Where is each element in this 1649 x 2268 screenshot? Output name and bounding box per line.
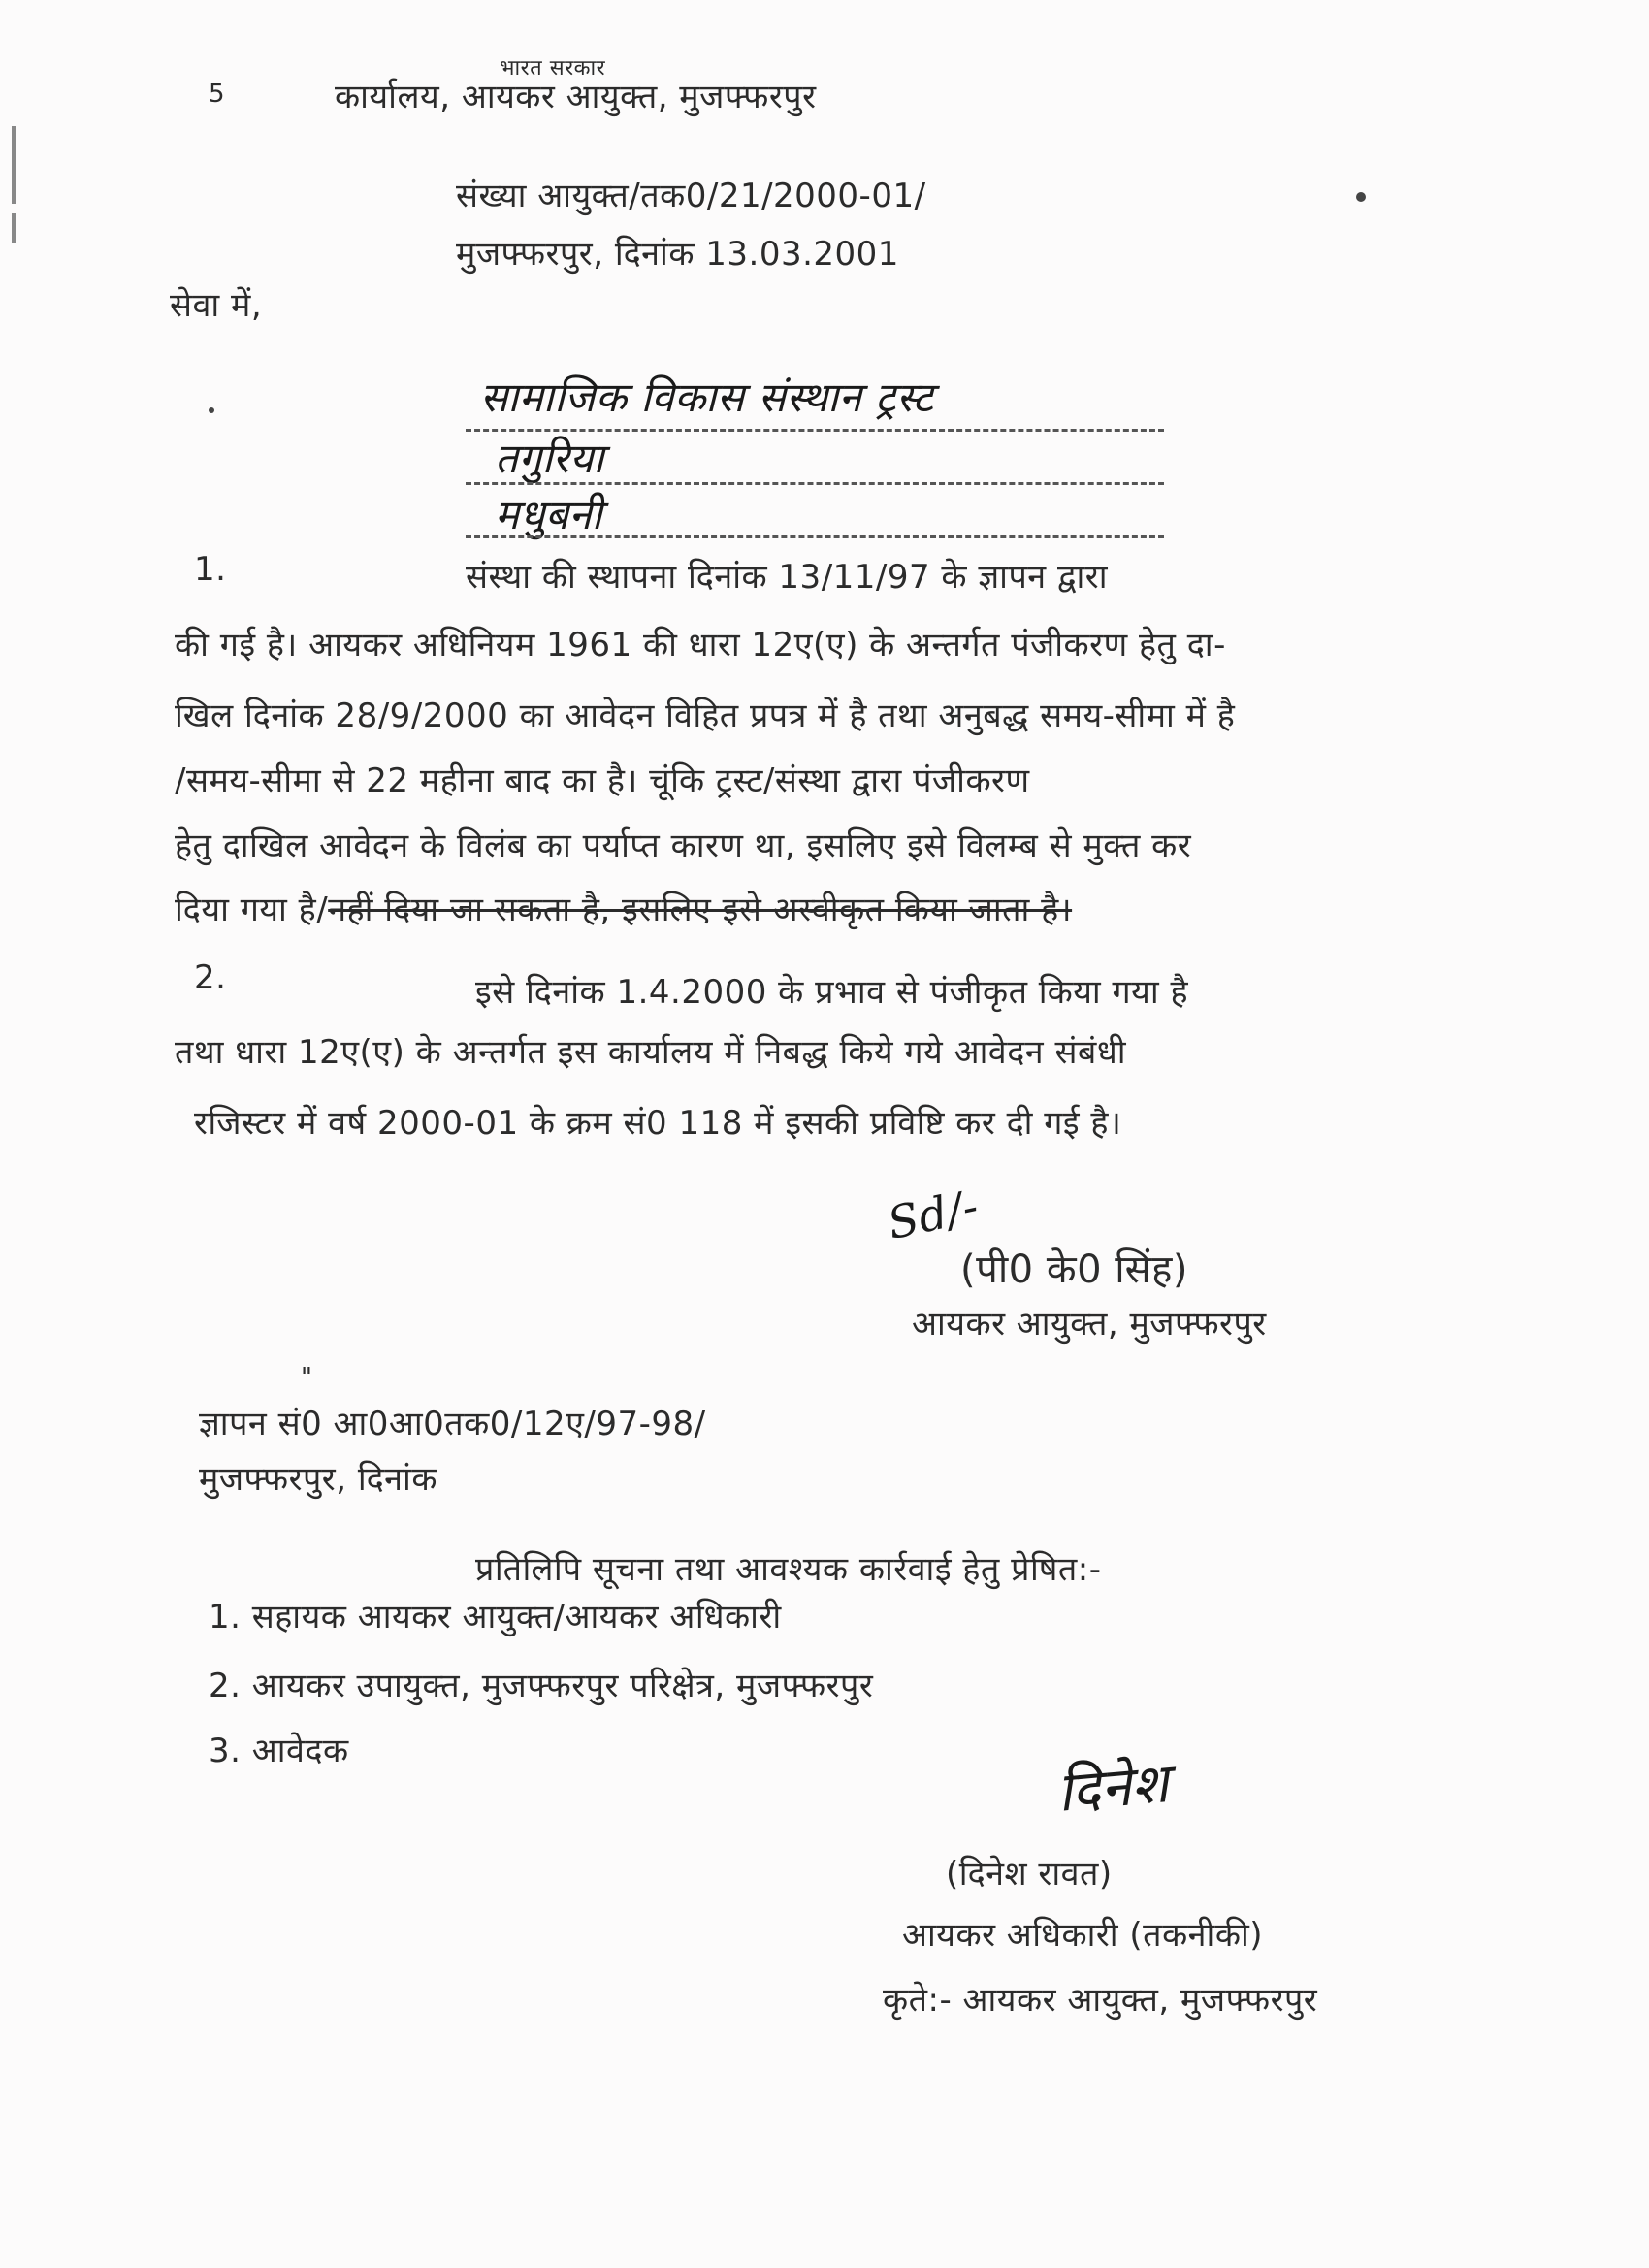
para1-line4: /समय-सीमा से 22 महीना बाद का है। चूंकि ट्रस्ट/संस्था द्वारा पंजीकरण	[175, 761, 1030, 800]
para1-line1: संस्था की स्थापना दिनांक 13/11/97 के ज्ञापन द्वारा	[466, 558, 1109, 597]
addressee-rule	[466, 482, 1164, 485]
scan-artifact	[12, 126, 16, 204]
para2-number: 2.	[194, 958, 227, 997]
para2-line3: रजिस्टर में वर्ष 2000-01 के क्रम सं0 118 में इसकी प्रविष्टि कर दी गई है।	[194, 1104, 1122, 1143]
memo-place-date: मुजफ्फरपुर, दिनांक	[199, 1460, 437, 1499]
para1-line2: की गई है। आयकर अधिनियम 1961 की धारा 12ए(ए) के अन्तर्गत पंजीकरण हेतु दा-	[175, 626, 1226, 664]
salutation: सेवा में,	[170, 286, 263, 325]
addressee-line2: तगुरिया	[495, 435, 604, 482]
para1-number: 1.	[194, 550, 227, 589]
copy-item-1: 1. सहायक आयकर आयुक्त/आयकर अधिकारी	[209, 1598, 782, 1636]
copy-item-2: 2. आयकर उपायुक्त, मुजफ्फरपुर परिक्षेत्र, मुजफ्फरपुर	[209, 1667, 874, 1705]
office-header: कार्यालय, आयकर आयुक्त, मुजफ्फरपुर	[335, 78, 817, 116]
signature-scribble: Sd/-	[883, 1179, 984, 1250]
addressee-line1: सामाजिक विकास संस्थान ट्रस्ट	[480, 373, 934, 421]
copy-note: प्रतिलिपि सूचना तथा आवश्यक कार्रवाई हेतु प्रेषित:-	[475, 1550, 1102, 1589]
para1-struck-text-2: , इसलिए इसे अस्वीकृत किया जाता है।	[599, 891, 1073, 929]
addressee-line3: मधुबनी	[495, 491, 603, 538]
para1-line3: खिल दिनांक 28/9/2000 का आवेदन विहित प्रपत्र में है तथा अनुबद्ध समय-सीमा में है	[175, 697, 1236, 735]
para1-struck-text: नहीं दिया जा सकता है	[328, 891, 600, 929]
officer-office: कृते:- आयकर आयुक्त, मुजफ्फरपुर	[883, 1981, 1318, 2020]
para1-line6	[175, 891, 1072, 930]
addressee-rule	[466, 535, 1164, 538]
copy-item-3: 3. आवेदक	[209, 1732, 349, 1770]
scan-dot	[1356, 192, 1366, 202]
signatory-name: (पी0 के0 सिंह)	[960, 1247, 1188, 1292]
memo-mark: "	[301, 1363, 313, 1392]
scan-artifact	[12, 213, 16, 243]
reference-number: संख्या आयुक्त/तक0/21/2000-01/	[456, 177, 926, 215]
margin-mark: 5	[209, 80, 226, 109]
memo-reference: ज्ञापन सं0 आ0आ0तक0/12ए/97-98/	[199, 1405, 706, 1443]
officer-name: (दिनेश रावत)	[946, 1855, 1113, 1894]
signatory-designation: आयकर आयुक्त, मुजफ्फरपुर	[912, 1305, 1267, 1344]
para2-line2: तथा धारा 12ए(ए) के अन्तर्गत इस कार्यालय में निबद्ध किये गये आवेदन संबंधी	[175, 1033, 1127, 1072]
signature2-scribble: दिनेश	[1054, 1752, 1172, 1825]
para1-line5: हेतु दाखिल आवेदन के विलंब का पर्याप्त कारण था, इसलिए इसे विलम्ब से मुक्त कर	[175, 826, 1192, 865]
scan-dot	[209, 407, 214, 413]
officer-designation: आयकर अधिकारी (तकनीकी)	[902, 1916, 1264, 1955]
header-top: भारत सरकार	[500, 56, 606, 81]
addressee-rule	[466, 429, 1164, 432]
para1-line6-a: दिया गया है/	[175, 891, 329, 929]
para2-line1: इसे दिनांक 1.4.2000 के प्रभाव से पंजीकृत किया गया है	[475, 973, 1189, 1012]
place-date: मुजफ्फरपुर, दिनांक 13.03.2001	[456, 235, 899, 274]
